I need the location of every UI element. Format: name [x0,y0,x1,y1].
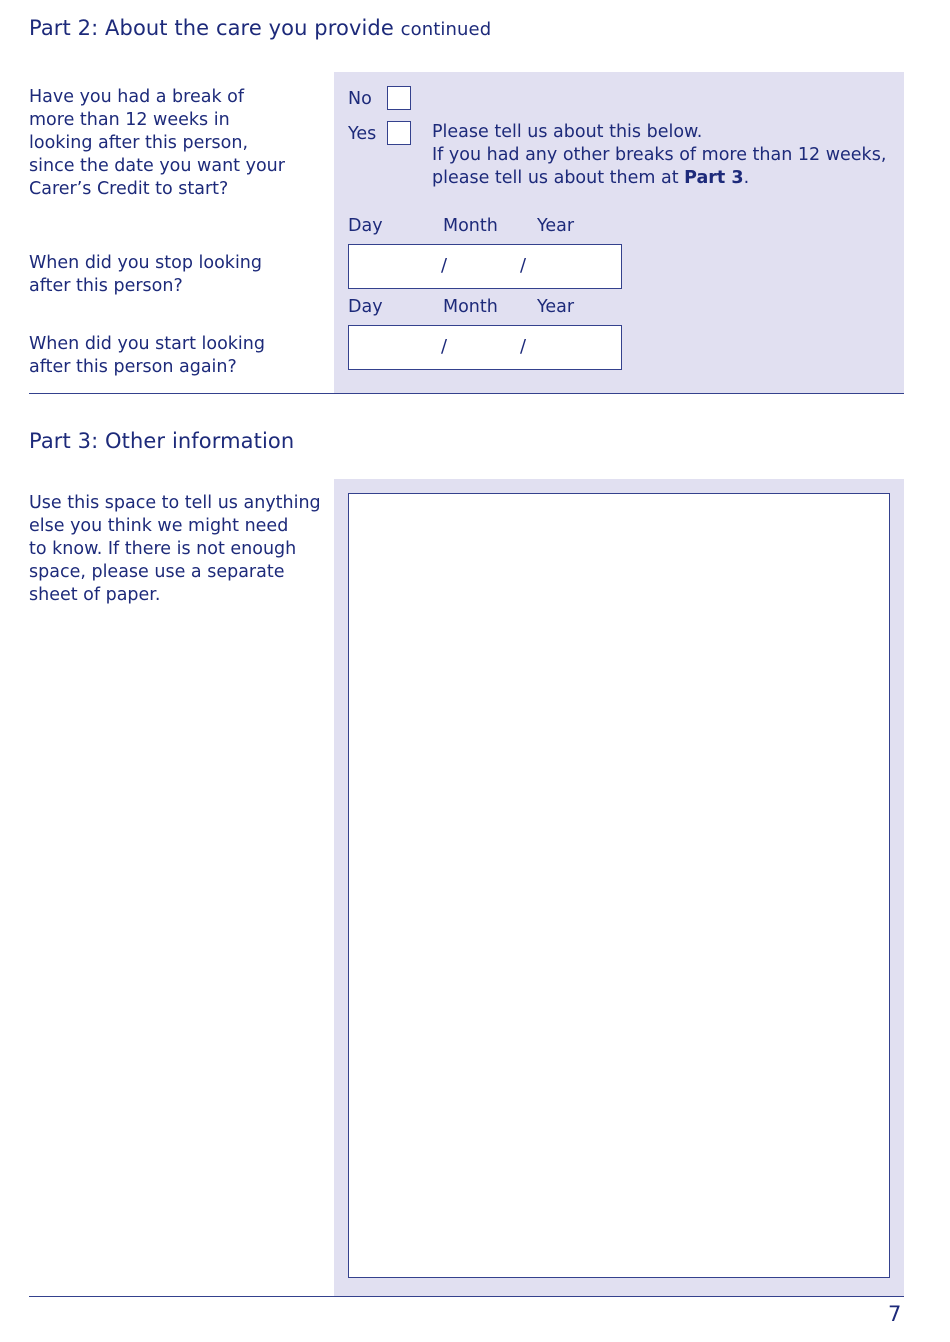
instruction-last-suffix: . [743,168,750,188]
stop-question [29,252,329,298]
part3-prompt-line: space, please use a separate [29,562,285,582]
instruction-line: Please tell us about this below. [432,122,703,142]
part3-prompt [29,492,329,607]
start-date-separator-1: / [441,336,448,357]
other-information-textarea[interactable] [348,493,890,1278]
yes-label: Yes [348,124,377,144]
part2-title [29,16,491,40]
stop-day-label: Day [348,216,383,236]
start-month-label: Month [443,297,498,317]
break-question-line: looking after this person, [29,133,249,153]
instruction-line-last [432,167,902,190]
part3-prompt-line: sheet of paper. [29,585,161,605]
instruction-last-prefix: please tell us about them at [432,168,685,188]
break-instruction [432,121,902,190]
no-checkbox[interactable] [387,86,411,110]
part3-reference: Part 3 [684,168,744,188]
break-question [29,86,329,201]
start-date-input[interactable] [348,325,622,370]
stop-date-input[interactable] [348,244,622,289]
start-year-label: Year [537,297,575,317]
break-question-line: Carer’s Credit to start? [29,179,229,199]
start-question-line: after this person again? [29,357,237,377]
break-question-line: Have you had a break of [29,87,245,107]
page-number: 7 [888,1302,902,1326]
yes-checkbox[interactable] [387,121,411,145]
break-question-line: more than 12 weeks in [29,110,230,130]
page-bottom-divider [29,1296,904,1297]
stop-year-label: Year [537,216,575,236]
start-question-line: When did you start looking [29,334,265,354]
stop-month-label: Month [443,216,498,236]
part2-continued: continued [400,19,492,40]
instruction-line: If you had any other breaks of more than 12 weeks, [432,145,887,165]
stop-question-line: When did you stop looking [29,253,263,273]
start-question [29,333,329,379]
part3-title: Part 3: Other information [29,429,295,453]
stop-date-separator-1: / [441,255,448,276]
stop-question-line: after this person? [29,276,183,296]
start-date-separator-2: / [520,336,527,357]
part3-prompt-line: to know. If there is not enough [29,539,297,559]
no-label: No [348,89,372,109]
start-day-label: Day [348,297,383,317]
part2-divider [29,393,904,394]
break-question-line: since the date you want your [29,156,285,176]
part2-title-text: Part 2: About the care you provide [29,16,394,40]
stop-date-separator-2: / [520,255,527,276]
part3-prompt-line: else you think we might need [29,516,289,536]
part3-prompt-line: Use this space to tell us anything [29,493,321,513]
